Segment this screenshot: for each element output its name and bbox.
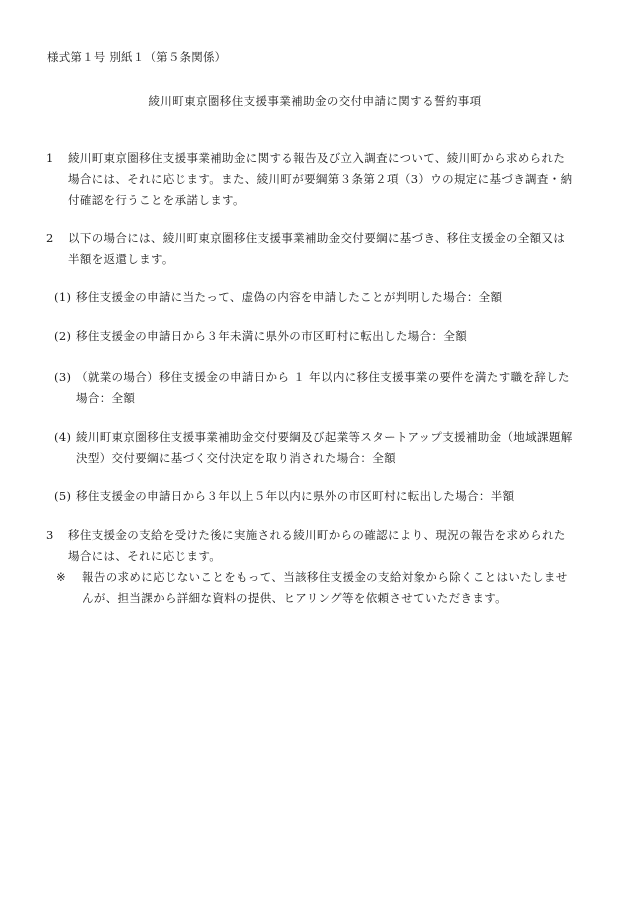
document-title: 綾川町東京圏移住支援事業補助金の交付申請に関する誓約事項 xyxy=(148,94,482,108)
item-number: 2 xyxy=(46,231,54,245)
pledge-item-2 xyxy=(46,228,574,270)
sub-item-number: (2) xyxy=(54,329,72,343)
sub-item-2 xyxy=(54,326,574,347)
sub-item-text: 移住支援金の申請日から３年以上５年以内に県外の市区町村に転出した場合：半額 xyxy=(76,489,515,503)
sub-item-5 xyxy=(54,486,574,507)
sub-item-text: （就業の場合）移住支援金の申請日から １ 年以内に移住支援事業の要件を満たす職を辞した場合：全額 xyxy=(76,370,570,405)
sub-item-3 xyxy=(54,367,574,409)
sub-item-number: (5) xyxy=(54,489,72,503)
item-text: 綾川町東京圏移住支援事業補助金に関する報告及び立入調査について、綾川町から求められた場合には、それに応じます。また、綾川町が要綱第３条第２項（3）ウの規定に基づき調査・納付確認を行うことを承諾します。 xyxy=(68,151,573,207)
note-text: 報告の求めに応じないことをもって、当該移住支援金の支給対象から除くことはいたしませんが、担当課から詳細な資料の提供、ヒアリング等を依頼させていただきます。 xyxy=(82,570,568,605)
item-number: 3 xyxy=(46,528,54,542)
sub-item-number: (1) xyxy=(54,290,72,304)
pledge-item-1 xyxy=(46,148,574,211)
form-label: 様式第１号 別紙１（第５条関係） xyxy=(47,50,227,64)
pledge-item-3 xyxy=(46,525,574,567)
sub-item-number: (3) xyxy=(54,370,72,384)
sub-item-1 xyxy=(54,287,574,308)
sub-item-text: 移住支援金の申請日から３年未満に県外の市区町村に転出した場合：全額 xyxy=(76,329,468,343)
sub-item-text: 移住支援金の申請に当たって、虚偽の内容を申請したことが判明した場合：全額 xyxy=(76,290,503,304)
sub-item-4 xyxy=(54,427,574,469)
note xyxy=(56,567,576,609)
item-number: 1 xyxy=(46,151,54,165)
note-mark: ※ xyxy=(56,570,66,584)
item-text: 以下の場合には、綾川町東京圏移住支援事業補助金交付要綱に基づき、移住支援金の全額又は半額を返還します。 xyxy=(68,231,566,266)
sub-item-text: 綾川町東京圏移住支援事業補助金交付要綱及び起業等スタートアップ支援補助金（地域課題解決型）交付要綱に基づく交付決定を取り消された場合：全額 xyxy=(76,430,573,465)
sub-item-number: (4) xyxy=(54,430,72,444)
item-text: 移住支援金の支給を受けた後に実施される綾川町からの確認により、現況の報告を求められた場合には、それに応じます。 xyxy=(68,528,566,563)
